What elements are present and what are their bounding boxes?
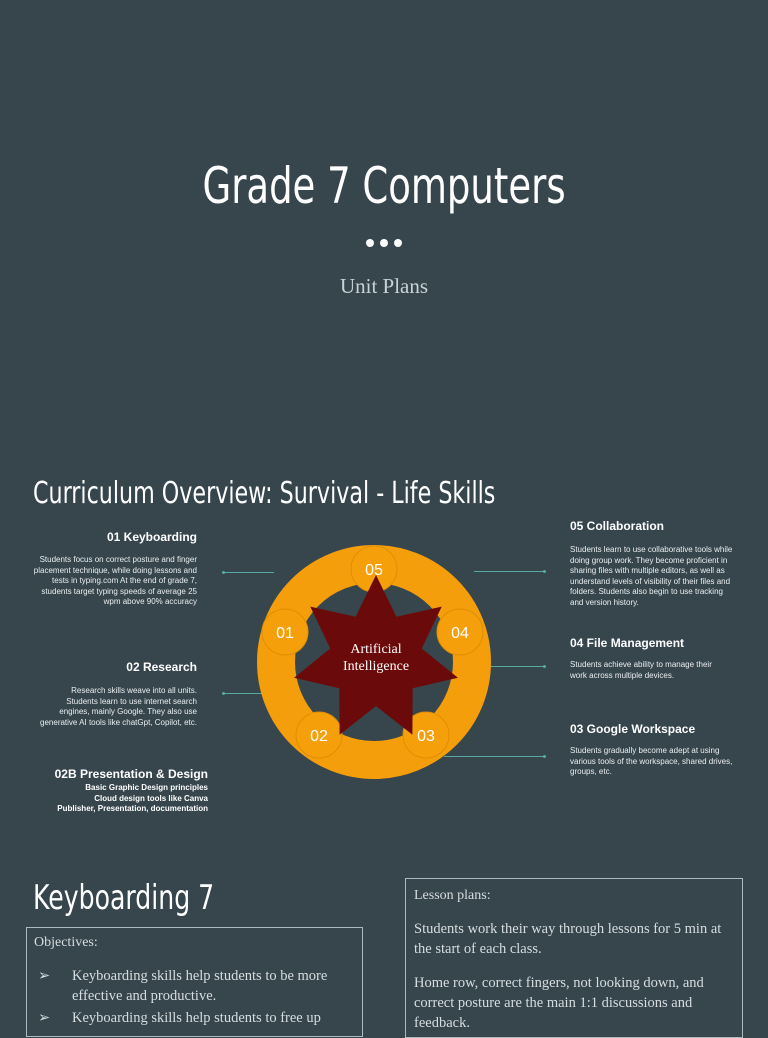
item-collaboration-heading: 05 Collaboration — [570, 519, 665, 533]
item-presentation-line: Publisher, Presentation, documentation — [57, 804, 208, 813]
ring-number-02: 02 — [310, 728, 328, 745]
lesson-paragraph: Home row, correct fingers, not looking down, and correct posture are the main 1:1 discussions and feedback. — [414, 975, 704, 1031]
ring-number-03: 03 — [417, 728, 435, 745]
divider-dot — [366, 239, 374, 247]
arrow-bullet-icon: ➢ — [38, 968, 51, 984]
lesson-plans-box — [405, 878, 743, 1038]
ring-number-04: 04 — [451, 625, 469, 642]
objective-text: Keyboarding skills help students to be more effective and productive. — [72, 968, 328, 1004]
center-label-line1: Artificial — [350, 642, 402, 657]
connector-dot — [222, 571, 225, 574]
keyboarding-title: Keyboarding 7 — [33, 878, 215, 918]
ellipsis-divider — [0, 234, 768, 252]
objectives-heading: Objectives: — [34, 935, 98, 950]
item-keyboarding-text: Students focus on correct posture and finger placement technique, while doing lessons and tests in typing.com At the end of grade 7, students target typing speeds of average 25 wpm above 90% accuracy — [33, 555, 197, 606]
item-collaboration-text: Students learn to use collaborative tools while doing group work. They become proficient in sharing files with multiple editors, as well as understand levels of visibility of their files and folders. Students also begin to use tracking and version history. — [570, 545, 733, 607]
connector-dot — [543, 665, 546, 668]
objective-text: Keyboarding skills help students to free up — [72, 1010, 321, 1026]
item-keyboarding-heading: 01 Keyboarding — [106, 530, 197, 544]
item-presentation-line: Cloud design tools like Canva — [94, 793, 208, 803]
ring-number-01: 01 — [276, 625, 294, 642]
arrow-bullet-icon: ➢ — [38, 1010, 51, 1026]
center-label-line2: Intelligence — [342, 659, 410, 674]
objectives-box — [26, 927, 363, 1037]
lesson-plans-heading: Lesson plans: — [414, 888, 491, 903]
item-google-workspace-heading: 03 Google Workspace — [570, 722, 696, 736]
lesson-paragraph: Students work their way through lessons for 5 min at the start of each class. — [414, 921, 722, 957]
item-presentation-heading: 02B Presentation & Design — [54, 767, 208, 781]
list-item — [27, 1008, 352, 1028]
connector-dot — [543, 755, 546, 758]
item-file-management-text: Students achieve ability to manage their work across multiple devices. — [570, 660, 712, 680]
page-title: Grade 7 Computers — [202, 157, 566, 215]
cycle-diagram — [250, 540, 500, 790]
item-research-heading: 02 Research — [126, 660, 197, 674]
item-presentation-list — [20, 783, 208, 815]
ring-badge-04 — [437, 609, 483, 655]
curriculum-title: Curriculum Overview: Survival - Life Skills — [33, 476, 496, 511]
item-google-workspace-text: Students gradually become adept at using various tools of the workspace, shared drives, groups, etc. — [570, 746, 733, 776]
objectives-list — [27, 966, 352, 1030]
divider-dot — [380, 239, 388, 247]
page-subtitle: Unit Plans — [339, 274, 429, 298]
divider-dot — [394, 239, 402, 247]
ring-number-05: 05 — [365, 562, 383, 579]
connector-dot — [222, 692, 225, 695]
ring-badge-02 — [296, 712, 342, 758]
ring-badge-01 — [262, 609, 308, 655]
item-research-text: Research skills weave into all units. Students learn to use internet search engines, mainly Google. They also use generative AI tools like chatGpt, Copilot, etc. — [40, 686, 197, 727]
connector-dot — [543, 570, 546, 573]
item-presentation-line: Basic Graphic Design principles — [85, 783, 208, 792]
item-file-management-heading: 04 File Management — [570, 636, 685, 650]
list-item — [27, 966, 352, 1006]
